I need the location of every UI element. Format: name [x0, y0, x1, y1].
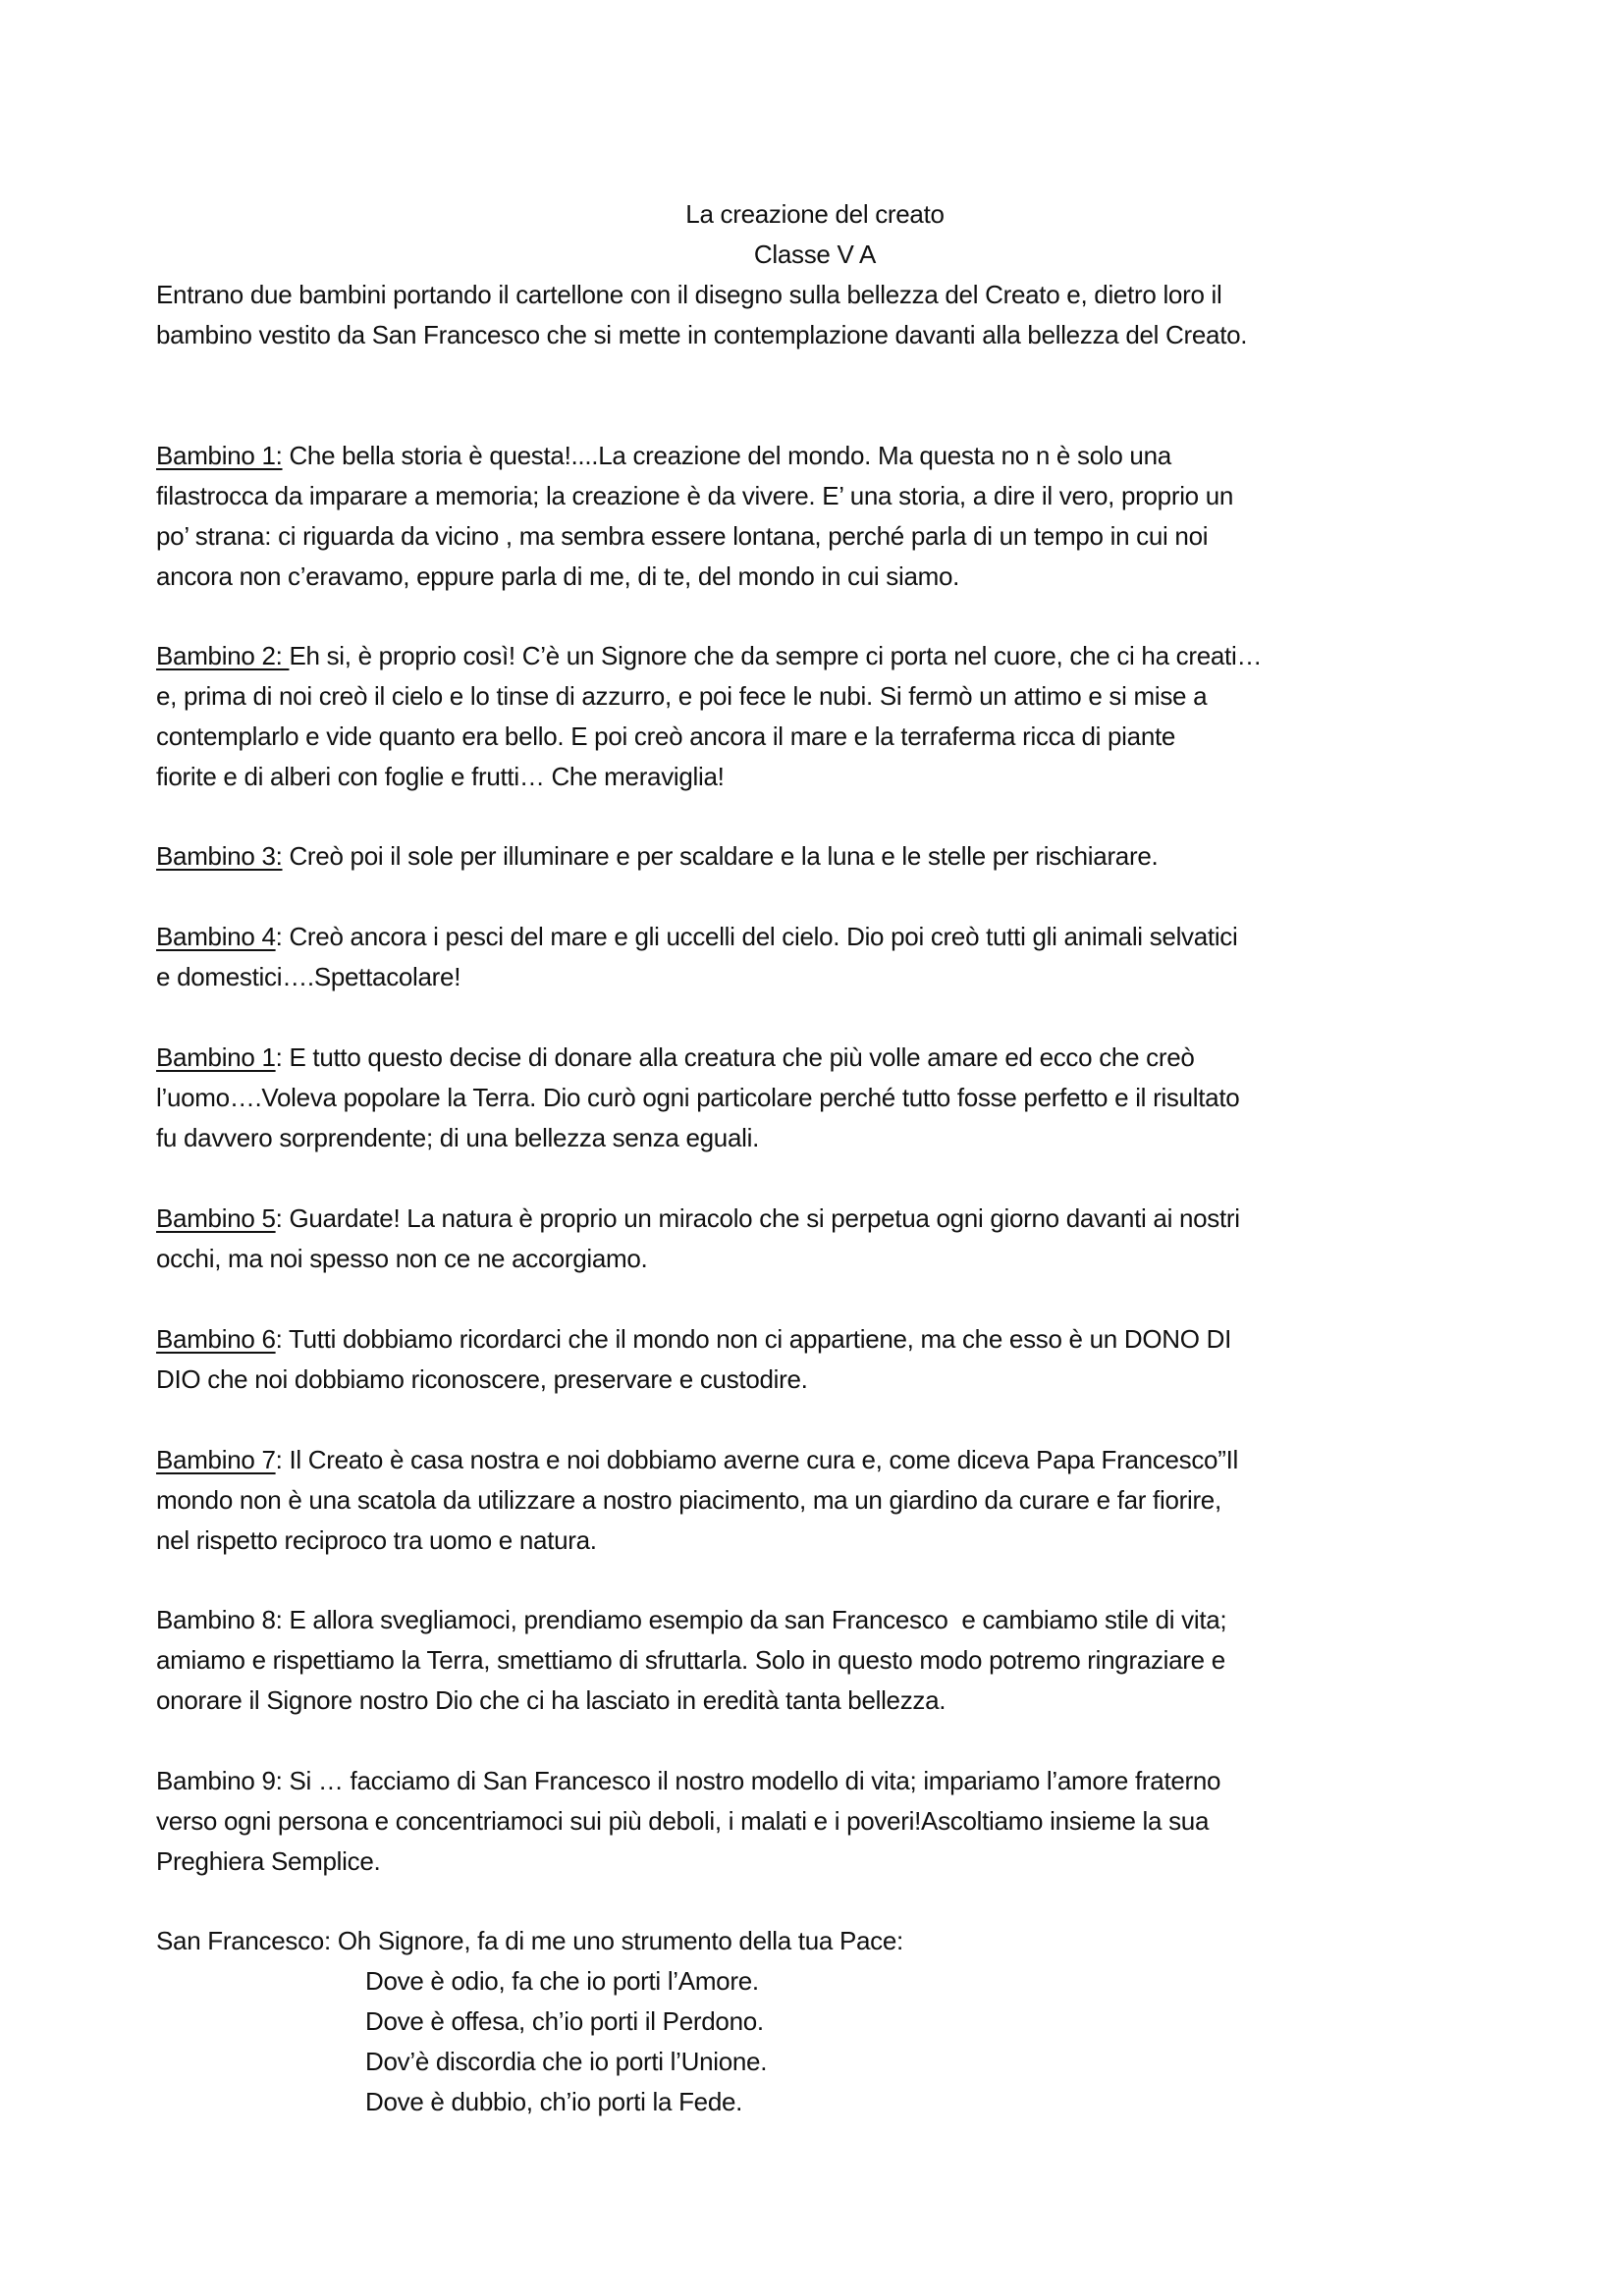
intro-line: Entrano due bambini portando il cartellone con il disegno sulla bellezza del Creato e, dietro loro il — [156, 280, 1222, 309]
speaker-label: Bambino 5 — [156, 1203, 276, 1233]
dialogue-line — [156, 1761, 1220, 1801]
dialogue-line — [156, 636, 1262, 676]
dialogue-text: : Creò ancora i pesci del mare e gli uccelli del cielo. Dio poi creò tutti gli animali selvatici — [275, 922, 1238, 951]
dialogue-line: Preghiera Semplice. — [156, 1846, 381, 1876]
speaker-label: Bambino 3: — [156, 841, 283, 871]
intro-line: bambino vestito da San Francesco che si mette in contemplazione davanti alla bellezza del Creato. — [156, 320, 1248, 349]
document-title: La creazione del creato — [685, 199, 945, 229]
dialogue-line — [156, 1199, 1240, 1239]
dialogue-line: contemplarlo e vide quanto era bello. E poi creò ancora il mare e la terraferma ricca di piante — [156, 721, 1176, 751]
speaker-label: Bambino 1: — [156, 441, 283, 470]
dialogue-line — [156, 1600, 1226, 1640]
speaker-label: Bambino 6 — [156, 1324, 276, 1354]
speaker-label: Bambino 4 — [156, 922, 276, 951]
dialogue-line: mondo non è una scatola da utilizzare a nostro piacimento, ma un giardino da curare e far fiorire, — [156, 1485, 1221, 1515]
dialogue-line: DIO che noi dobbiamo riconoscere, preservare e custodire. — [156, 1364, 808, 1394]
dialogue-line: e, prima di noi creò il cielo e lo tinse di azzurro, e poi fece le nubi. Si fermò un attimo e si mise a — [156, 681, 1208, 711]
dialogue-line: fu davvero sorprendente; di una bellezza senza eguali. — [156, 1123, 759, 1152]
dialogue-line: onorare il Signore nostro Dio che ci ha lasciato in eredità tanta bellezza. — [156, 1685, 947, 1715]
speaker-label: San Francesco: — [156, 1926, 331, 1955]
dialogue-line — [156, 917, 1237, 957]
dialogue-line: ancora non c’eravamo, eppure parla di me, di te, del mondo in cui siamo. — [156, 561, 960, 591]
speaker-label: Bambino 1 — [156, 1042, 276, 1072]
dialogue-text: Che bella storia è questa!....La creazione del mondo. Ma questa no n è solo una — [282, 441, 1171, 470]
dialogue-line: filastrocca da imparare a memoria; la creazione è da vivere. E’ una storia, a dire il vero, proprio un — [156, 481, 1234, 510]
dialogue-text: : E tutto questo decise di donare alla creatura che più volle amare ed ecco che creò — [275, 1042, 1195, 1072]
dialogue-line: verso ogni persona e concentriamoci sui più deboli, i malati e i poveri!Ascoltiamo insieme la sua — [156, 1806, 1210, 1836]
dialogue-line — [156, 1440, 1238, 1480]
dialogue-line: e domestici….Spettacolare! — [156, 962, 461, 991]
speaker-label: Bambino 9: — [156, 1766, 283, 1795]
dialogue-line: nel rispetto reciproco tra uomo e natura. — [156, 1525, 597, 1555]
dialogue-line: po’ strana: ci riguarda da vicino , ma sembra essere lontana, perché parla di un tempo in cui noi — [156, 521, 1209, 551]
prayer-line: Dov’è discordia che io porti l’Unione. — [365, 2047, 768, 2076]
dialogue-text: Si … facciamo di San Francesco il nostro modello di vita; impariamo l’amore fraterno — [282, 1766, 1221, 1795]
prayer-line: Dove è offesa, ch’io porti il Perdono. — [365, 2006, 764, 2036]
dialogue-text: Oh Signore, fa di me uno strumento della tua Pace: — [330, 1926, 903, 1955]
dialogue-line — [156, 1319, 1231, 1360]
dialogue-text: : Guardate! La natura è proprio un miracolo che si perpetua ogni giorno davanti ai nostri — [275, 1203, 1240, 1233]
dialogue-text: Creò poi il sole per illuminare e per scaldare e la luna e le stelle per rischiarare. — [282, 841, 1159, 871]
dialogue-line — [156, 1921, 903, 1961]
dialogue-line: occhi, ma noi spesso non ce ne accorgiamo. — [156, 1244, 648, 1273]
speaker-label: Bambino 7 — [156, 1445, 276, 1474]
dialogue-line: fiorite e di alberi con foglie e frutti… Che meraviglia! — [156, 762, 725, 791]
document-subtitle: Classe V A — [753, 240, 877, 269]
dialogue-text: E allora svegliamoci, prendiamo esempio da san Francesco e cambiamo stile di vita; — [282, 1605, 1227, 1634]
dialogue-line: amiamo e rispettiamo la Terra, smettiamo di sfruttarla. Solo in questo modo potremo ringraziare e — [156, 1645, 1225, 1675]
prayer-line: Dove è odio, fa che io porti l’Amore. — [365, 1966, 759, 1996]
dialogue-line — [156, 1038, 1195, 1078]
prayer-line: Dove è dubbio, ch’io porti la Fede. — [365, 2087, 743, 2116]
dialogue-line: l’uomo….Voleva popolare la Terra. Dio curò ogni particolare perché tutto fosse perfetto e il risultato — [156, 1083, 1240, 1112]
speaker-label: Bambino 2: — [156, 641, 290, 670]
dialogue-line — [156, 436, 1171, 476]
dialogue-text: : Tutti dobbiamo ricordarci che il mondo non ci appartiene, ma che esso è un DONO DI — [275, 1324, 1232, 1354]
dialogue-text: Eh si, è proprio così! C’è un Signore che da sempre ci porta nel cuore, che ci ha creati… — [289, 641, 1263, 670]
speaker-label: Bambino 8: — [156, 1605, 283, 1634]
dialogue-line — [156, 836, 1158, 877]
dialogue-text: : Il Creato è casa nostra e noi dobbiamo averne cura e, come diceva Papa Francesco”Il — [275, 1445, 1238, 1474]
